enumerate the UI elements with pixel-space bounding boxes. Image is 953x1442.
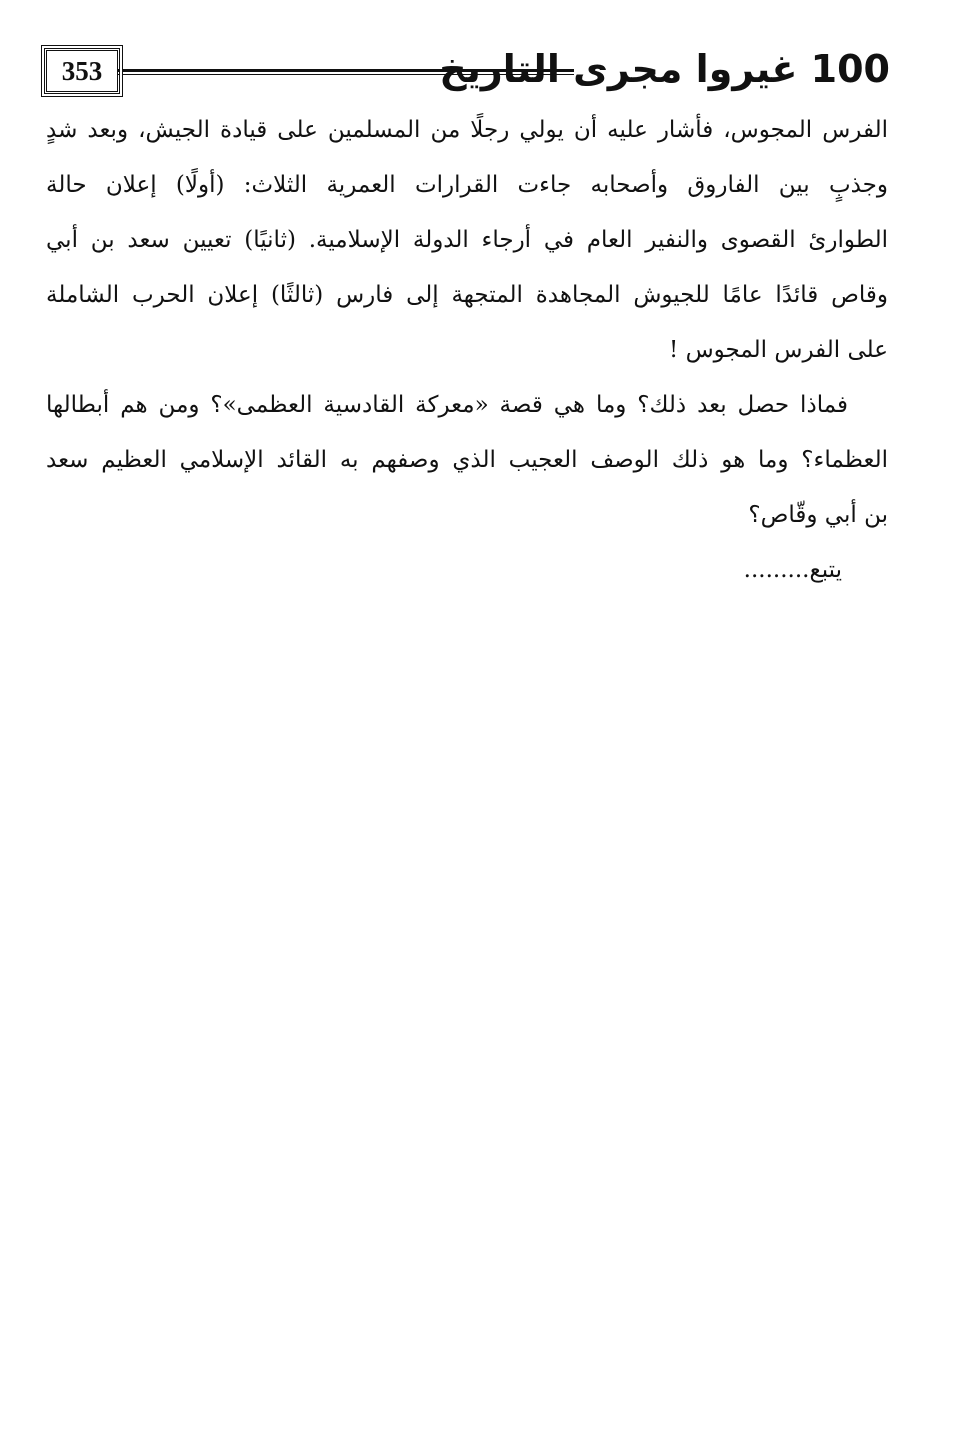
- paragraph-2-line-2: العظماء؟ وما هو ذلك الوصف العجيب الذي وصفهم به القائد الإسلامي العظيم سعد: [46, 447, 888, 473]
- book-title: 100 غيروا مجرى التاريخ: [439, 47, 890, 91]
- page-number-box: [44, 48, 120, 94]
- paragraph-1-line-5: على الفرس المجوس !: [669, 337, 888, 363]
- paragraph-1-line-4: وقاص قائدًا عامًا للجيوش المجاهدة المتجهة إلى فارس (ثالثًا) إعلان الحرب الشاملة: [46, 282, 888, 308]
- page-header: [44, 40, 890, 98]
- header-rule: [118, 69, 574, 75]
- paragraph-2-line-1: فماذا حصل بعد ذلك؟ وما هي قصة «معركة القادسية العظمى»؟ ومن هم أبطالها: [46, 392, 848, 418]
- paragraph-2-line-3: بن أبي وقّاص؟: [748, 502, 888, 528]
- paragraph-1-line-2: وجذبٍ بين الفاروق وأصحابه جاءت القرارات العمرية الثلاث: (أولًا) إعلان حالة: [46, 172, 888, 198]
- to-be-continued: يتبع.........: [743, 557, 842, 583]
- paragraph-1-line-1: الفرس المجوس، فأشار عليه أن يولي رجلًا من المسلمين على قيادة الجيش، وبعد شدٍ: [46, 117, 888, 143]
- paragraph-1-line-3: الطوارئ القصوى والنفير العام في أرجاء الدولة الإسلامية. (ثانيًا) تعيين سعد بن أبي: [46, 227, 888, 253]
- page-body: [46, 103, 888, 598]
- page-number: 353: [61, 56, 103, 86]
